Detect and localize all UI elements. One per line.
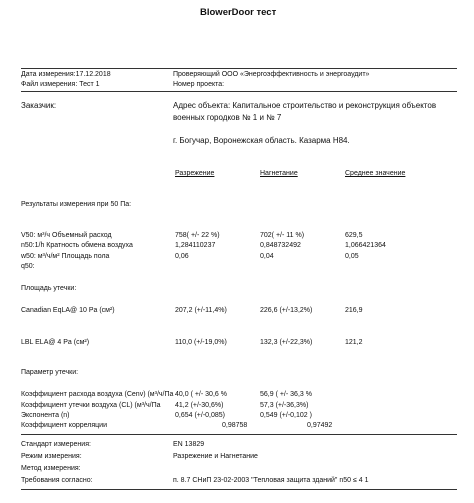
report-title: BlowerDoor тест bbox=[200, 7, 277, 18]
n50-depressurization: 1,284110237 bbox=[175, 242, 216, 249]
cl-label: Коэффициент утечки воздуха (CL) (м³/ч/Па bbox=[21, 402, 161, 409]
exponent-label: Экспонента (n) bbox=[21, 412, 70, 419]
footer-bottom-rule bbox=[21, 489, 457, 490]
cenv-label: Коэффициент расхода воздуха (Cenv) (м³/ч/Па bbox=[21, 391, 174, 398]
cenv-depressurization: 40,0 ( +/- 30,6 % bbox=[175, 391, 227, 398]
project-number: Номер проекта: bbox=[173, 81, 225, 88]
cgsb-pressurization: 226,6 (+/-13,2%) bbox=[260, 307, 313, 314]
address-line-3: г. Богучар, Воронежская область. Казарма Н84. bbox=[173, 136, 350, 145]
v50-label: V50: м³/ч Объемный расход bbox=[21, 232, 112, 239]
correlation-pressurization: 0,97492 bbox=[307, 422, 333, 429]
exponent-pressurization: 0,549 (+/-0,102 ) bbox=[260, 412, 312, 419]
footer-top-rule bbox=[21, 434, 457, 435]
w50-label: w50: м³/ч/м² Площадь пола bbox=[21, 253, 110, 260]
results-title: Результаты измерения при 50 Па: bbox=[21, 201, 132, 208]
lbl-average: 121,2 bbox=[345, 339, 363, 346]
w50-depressurization: 0,06 bbox=[175, 253, 189, 260]
n50-label: n50:1/h Кратность обмена воздуха bbox=[21, 242, 133, 249]
leak-area-title: Площадь утечки: bbox=[21, 285, 77, 292]
requirements-value: п. 8.7 СНиП 23-02-2003 "Тепловая защита зданий" n50 ≤ 4 1 bbox=[173, 477, 369, 484]
mode-label: Режим измерения: bbox=[21, 453, 82, 460]
v50-average: 629,5 bbox=[345, 232, 363, 239]
cl-pressurization: 57,3 (+/-36,3%) bbox=[260, 402, 309, 409]
address-line-2: военных городков № 1 и № 7 bbox=[173, 113, 282, 122]
requirements-label: Требования согласно: bbox=[21, 477, 93, 484]
lbl-pressurization: 132,3 (+/-22,3%) bbox=[260, 339, 313, 346]
method-label: Метод измерения: bbox=[21, 465, 81, 472]
lbl-label: LBL ELA@ 4 Pa (см²) bbox=[21, 339, 90, 346]
q50-label: q50: bbox=[21, 263, 35, 270]
file-name: Файл измерения: Тест 1 bbox=[21, 81, 100, 88]
address-line-1: Адрес объекта: Капитальное строительство и реконструкция объектов bbox=[173, 101, 437, 110]
customer-label: Заказчик: bbox=[21, 101, 57, 110]
column-header-pressurization: Нагнетание bbox=[260, 170, 298, 177]
cgsb-average: 216,9 bbox=[345, 307, 363, 314]
header-bottom-rule bbox=[21, 91, 457, 92]
n50-average: 1,066421364 bbox=[345, 242, 386, 249]
exponent-depressurization: 0,654 (+/-0,085) bbox=[175, 412, 226, 419]
inspector: Проверяющий ООО «Энергоэффективность и энергоаудит» bbox=[173, 71, 370, 78]
lbl-depressurization: 110,0 (+/-19,0%) bbox=[175, 339, 227, 346]
column-header-average: Среднее значение bbox=[345, 170, 406, 177]
cgsb-depressurization: 207,2 (+/-11,4%) bbox=[175, 307, 227, 314]
correlation-depressurization: 0,98758 bbox=[222, 422, 248, 429]
correlation-label: Коэффициент корреляции bbox=[21, 422, 107, 429]
v50-depressurization: 758( +/- 22 %) bbox=[175, 232, 220, 239]
w50-pressurization: 0,04 bbox=[260, 253, 274, 260]
cl-depressurization: 41,2 (+/-30,6%) bbox=[175, 402, 224, 409]
params-title: Параметр утечки: bbox=[21, 369, 79, 376]
w50-average: 0,05 bbox=[345, 253, 359, 260]
mode-value: Разрежение и Нагнетание bbox=[173, 453, 258, 460]
standard-label: Стандарт измерения: bbox=[21, 441, 91, 448]
column-header-depressurization: Разрежение bbox=[175, 170, 215, 177]
n50-pressurization: 0,848732492 bbox=[260, 242, 301, 249]
cenv-pressurization: 56,9 ( +/- 36,3 % bbox=[260, 391, 312, 398]
measure-date: Дата измерения:17.12.2018 bbox=[21, 71, 111, 78]
header-top-rule bbox=[21, 68, 457, 69]
cgsb-label: Canadian EqLA@ 10 Pa (см²) bbox=[21, 307, 115, 314]
standard-value: EN 13829 bbox=[173, 441, 205, 448]
v50-pressurization: 702( +/- 11 %) bbox=[260, 232, 305, 239]
